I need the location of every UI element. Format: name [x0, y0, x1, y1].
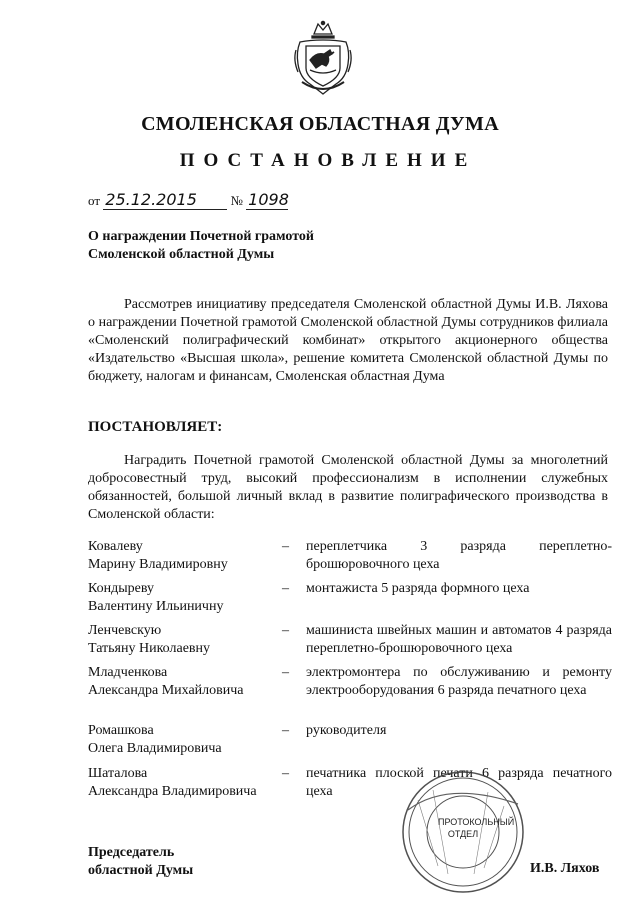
signer-role [88, 844, 193, 880]
awardee-surname: Младченкова [88, 665, 168, 680]
awardee-given-names: Валентину Ильиничну [88, 599, 224, 614]
awardee-surname: Ковалеву [88, 539, 143, 554]
awardee-name [88, 722, 278, 758]
preamble-paragraph: Рассмотрев инициативу председателя Смоленской областной Думы И.В. Ляхова о награждении Почетной грамотой Смоленской областной Думы сотрудников филиала «Смоленский полиграфический комбинат» открытого акционерного общества «Издательство «Высшая школа», решение комитета Смоленской областной Думы по бюджету, налогам и финансам, Смоленская областная Дума [88, 297, 608, 384]
document-date-number [88, 190, 288, 210]
awardee-given-names: Марину Владимировну [88, 557, 228, 572]
awardee-dash: – [282, 581, 289, 596]
awardee-given-names: Татьяну Николаевну [88, 641, 211, 656]
awardee-surname: Ромашкова [88, 723, 154, 738]
subject-line: О награждении Почетной грамотой [88, 229, 314, 244]
awardee-dash: – [282, 665, 289, 680]
awardee-position: руководителя [306, 723, 387, 738]
awardee-position: электромонтера по обслуживанию и ремонту электрооборудования 6 разряда печатного цеха [306, 665, 612, 698]
awardee-dash: – [282, 766, 289, 781]
document-type-title: ПОСТАНОВЛЕНИЕ [179, 150, 477, 171]
signer-role-line: Председатель [88, 845, 175, 860]
awardee-position: печатника плоской печати 6 разряда печатного цеха [306, 766, 612, 799]
awardee-dash: – [282, 723, 289, 738]
awardee-given-names: Александра Владимировича [88, 784, 257, 799]
stamp-label [438, 816, 515, 840]
awardee-name [88, 765, 278, 801]
stamp-line: ОТДЕЛ [447, 829, 479, 839]
awardee-dash: – [282, 623, 289, 638]
organization-title: СМОЛЕНСКАЯ ОБЛАСТНАЯ ДУМА [141, 113, 499, 135]
awardee-position: машиниста швейных машин и автоматов 4 разряда переплетно-брошюровочного цеха [306, 623, 612, 656]
stamp-line: ПРОТОКОЛЬНЫЙ [438, 817, 515, 827]
awardee-position: переплетчика 3 разряда переплетно-брошюровочного цеха [306, 539, 612, 572]
awardee-name [88, 538, 278, 574]
signer-role-line: областной Думы [88, 863, 194, 878]
awardee-given-names: Александра Михайловича [88, 683, 244, 698]
date-prefix: от [88, 193, 101, 208]
awardee-name [88, 580, 278, 616]
awardee-name [88, 622, 278, 658]
document-date: 25.12.2015 [103, 190, 227, 210]
awardee-surname: Кондыреву [88, 581, 155, 596]
decree-paragraph: Наградить Почетной грамотой Смоленской областной Думы за многолетний добросовестный труд, высокий профессионализм в исполнении служебных обязанностей, большой личный вклад в развитие полиграфического производства в Смоленской области: [88, 453, 608, 522]
awardee-surname: Шаталова [88, 766, 148, 781]
decree-heading: ПОСТАНОВЛЯЕТ: [88, 419, 223, 435]
number-prefix: № [230, 193, 243, 208]
awardee-dash: – [282, 539, 289, 554]
document-number: 1098 [248, 190, 289, 209]
awardee-surname: Ленчевскую [88, 623, 162, 638]
signer-name: И.В. Ляхов [530, 861, 600, 876]
awardee-name [88, 664, 278, 700]
document-subject [88, 228, 314, 264]
awardee-given-names: Олега Владимировича [88, 741, 222, 756]
awardee-position: монтажиста 5 разряда формного цеха [306, 581, 530, 596]
subject-line: Смоленской областной Думы [88, 247, 275, 262]
coat-of-arms-emblem [292, 20, 354, 96]
